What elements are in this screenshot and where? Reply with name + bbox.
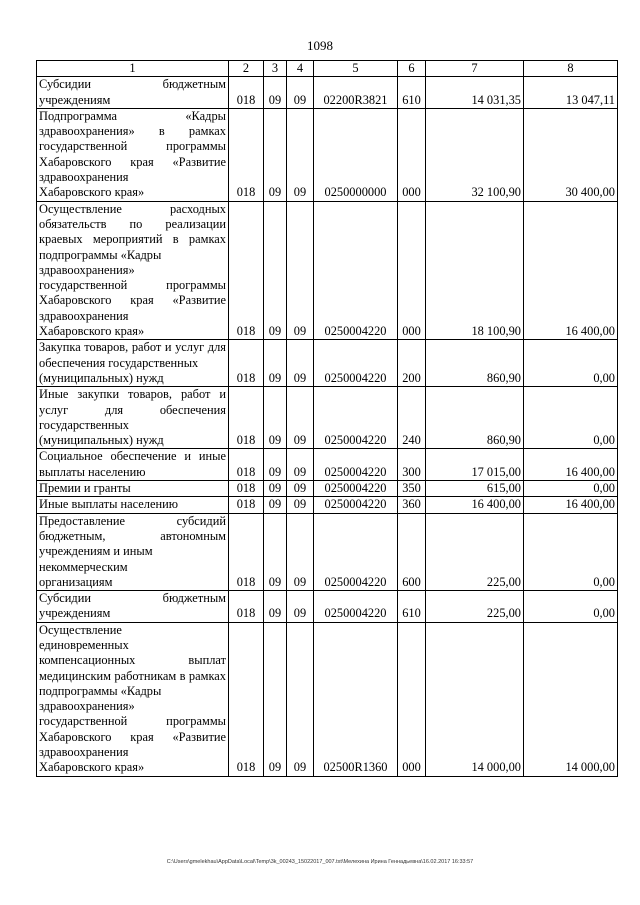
row-name: Иные закупки товаров, работ и услуг для обеспечения государственных (муниципальных) нужд [37,387,229,449]
code-expense-type: 240 [398,387,426,449]
row-name: Иные выплаты населению [37,497,229,513]
col-header: 4 [287,61,314,77]
table-row [37,497,618,513]
table-row [37,449,618,481]
col-header: 5 [314,61,398,77]
code-expense-type: 600 [398,513,426,590]
col-header: 7 [426,61,524,77]
row-name: Закупка товаров, работ и услуг для обеспечения государственных (муниципальных) нужд [37,340,229,387]
amount-year-2: 16 400,00 [524,497,618,513]
amount-year-1: 14 031,35 [426,77,524,109]
code-ministry: 018 [229,201,264,340]
page-number: 1098 [307,38,333,53]
footer-file-path: C:\Users\gmelekhau\AppData\Local\Temp\3k_00243_15022017_007.txt\Мелехина Ирина Геннадьевна\16.02.2017 16:33:57 [166,859,474,865]
code-section: 09 [264,481,287,497]
row-name: Премии и гранты [37,481,229,497]
code-section: 09 [264,622,287,776]
col-header: 8 [524,61,618,77]
code-target: 02200R3821 [314,77,398,109]
table-row [37,591,618,623]
amount-year-2: 16 400,00 [524,449,618,481]
row-name: Подпрограмма «Кадры здравоохранения» в рамках государственной программы Хабаровского края «Развитие здравоохранения Хабаровского края» [37,108,229,201]
code-target: 0250004220 [314,201,398,340]
amount-year-1: 16 400,00 [426,497,524,513]
code-subsection: 09 [287,201,314,340]
amount-year-1: 32 100,90 [426,108,524,201]
amount-year-1: 615,00 [426,481,524,497]
code-section: 09 [264,449,287,481]
amount-year-2: 0,00 [524,481,618,497]
amount-year-2: 14 000,00 [524,622,618,776]
code-ministry: 018 [229,622,264,776]
code-expense-type: 610 [398,591,426,623]
code-target: 0250004220 [314,513,398,590]
table-row [37,108,618,201]
amount-year-1: 225,00 [426,591,524,623]
code-target: 02500R1360 [314,622,398,776]
amount-year-1: 225,00 [426,513,524,590]
code-subsection: 09 [287,77,314,109]
table-row [37,77,618,109]
code-subsection: 09 [287,108,314,201]
code-section: 09 [264,513,287,590]
code-expense-type: 610 [398,77,426,109]
code-expense-type: 000 [398,622,426,776]
code-expense-type: 350 [398,481,426,497]
code-expense-type: 000 [398,108,426,201]
code-ministry: 018 [229,387,264,449]
code-section: 09 [264,77,287,109]
budget-table [36,60,618,777]
table-header-row [37,61,618,77]
amount-year-1: 860,90 [426,340,524,387]
table-row [37,387,618,449]
code-expense-type: 200 [398,340,426,387]
code-target: 0250004220 [314,387,398,449]
code-subsection: 09 [287,622,314,776]
amount-year-2: 30 400,00 [524,108,618,201]
amount-year-2: 0,00 [524,387,618,449]
table-row [37,201,618,340]
code-ministry: 018 [229,340,264,387]
code-subsection: 09 [287,481,314,497]
code-ministry: 018 [229,77,264,109]
code-subsection: 09 [287,513,314,590]
amount-year-2: 13 047,11 [524,77,618,109]
row-name: Субсидии бюджетным учреждениям [37,591,229,623]
table-row [37,481,618,497]
table-row [37,513,618,590]
code-section: 09 [264,108,287,201]
code-target: 0250004220 [314,591,398,623]
code-ministry: 018 [229,513,264,590]
amount-year-1: 860,90 [426,387,524,449]
table-row [37,622,618,776]
code-subsection: 09 [287,387,314,449]
code-target: 0250004220 [314,449,398,481]
row-name: Осуществление единовременных компенсационных выплат медицинским работникам в рамках подпрограммы «Кадры здравоохранения» государственной программы Хабаровского края «Развитие здравоохранения Хабаровского края» [37,622,229,776]
code-expense-type: 360 [398,497,426,513]
code-subsection: 09 [287,340,314,387]
code-expense-type: 300 [398,449,426,481]
amount-year-2: 0,00 [524,340,618,387]
code-ministry: 018 [229,449,264,481]
amount-year-2: 0,00 [524,591,618,623]
amount-year-2: 16 400,00 [524,201,618,340]
row-name: Осуществление расходных обязательств по реализации краевых мероприятий в рамках подпрограммы «Кадры здравоохранения» государственной программы Хабаровского края «Развитие здравоохранения Хабаровского края» [37,201,229,340]
table-row [37,340,618,387]
code-expense-type: 000 [398,201,426,340]
code-subsection: 09 [287,591,314,623]
row-name: Субсидии бюджетным учреждениям [37,77,229,109]
code-subsection: 09 [287,449,314,481]
amount-year-1: 14 000,00 [426,622,524,776]
amount-year-1: 17 015,00 [426,449,524,481]
code-ministry: 018 [229,481,264,497]
amount-year-1: 18 100,90 [426,201,524,340]
code-section: 09 [264,340,287,387]
code-section: 09 [264,591,287,623]
code-subsection: 09 [287,497,314,513]
code-section: 09 [264,497,287,513]
code-ministry: 018 [229,497,264,513]
amount-year-2: 0,00 [524,513,618,590]
col-header: 3 [264,61,287,77]
row-name: Социальное обеспечение и иные выплаты населению [37,449,229,481]
col-header: 6 [398,61,426,77]
code-target: 0250000000 [314,108,398,201]
code-ministry: 018 [229,108,264,201]
code-target: 0250004220 [314,497,398,513]
code-target: 0250004220 [314,340,398,387]
code-target: 0250004220 [314,481,398,497]
code-section: 09 [264,387,287,449]
col-header: 1 [37,61,229,77]
col-header: 2 [229,61,264,77]
code-section: 09 [264,201,287,340]
code-ministry: 018 [229,591,264,623]
row-name: Предоставление субсидий бюджетным, автономным учреждениям и иным некоммерческим организациям [37,513,229,590]
